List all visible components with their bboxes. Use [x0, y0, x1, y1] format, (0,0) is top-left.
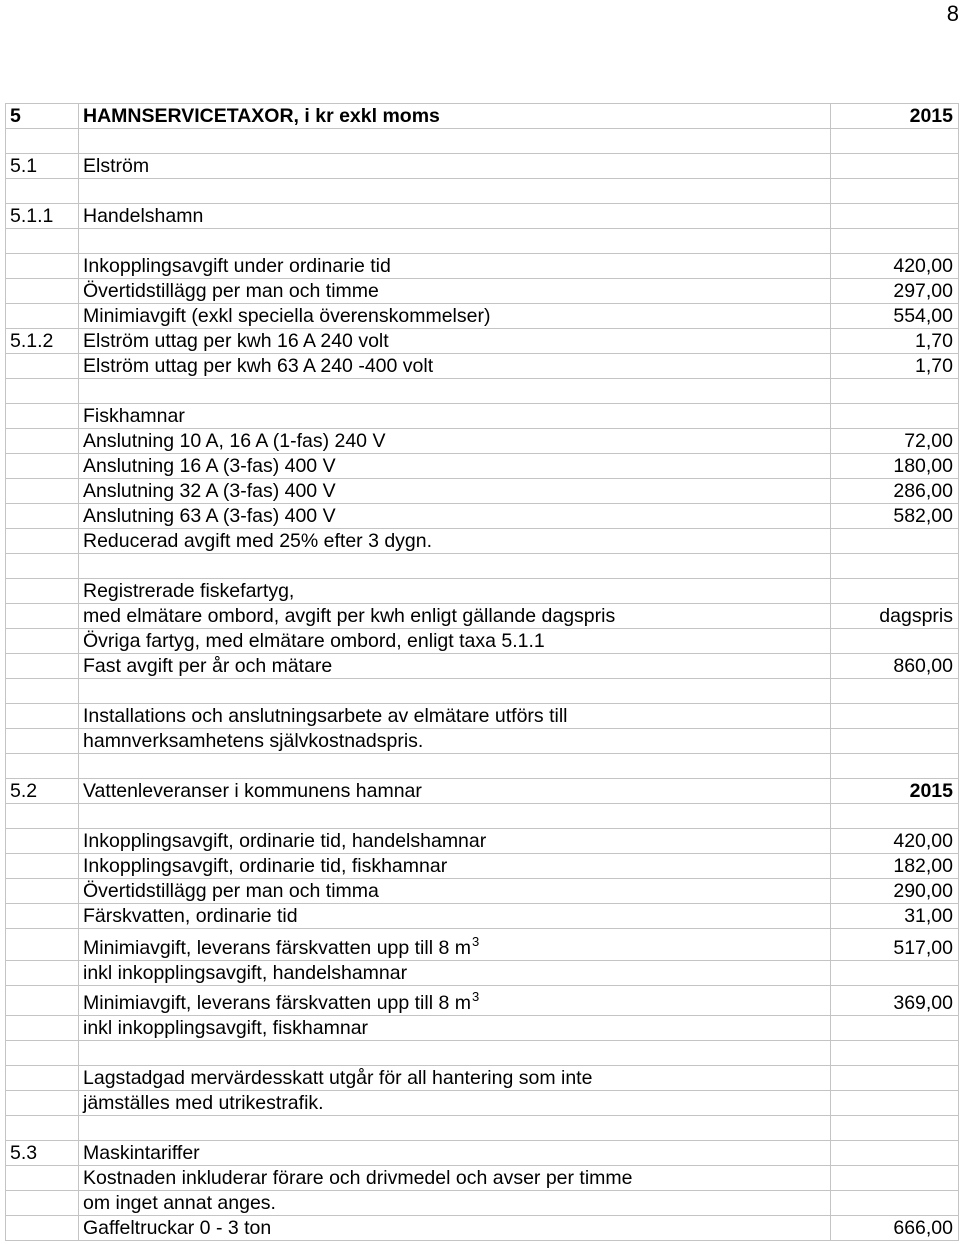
item-description: inkl inkopplingsavgift, handelshamnar: [79, 961, 831, 985]
empty-cell: [6, 1041, 79, 1065]
empty-cell: [831, 629, 959, 653]
item-price: 1,70: [831, 329, 959, 353]
table-row: [6, 1091, 959, 1116]
empty-cell: [6, 554, 79, 578]
description-text: Minimiavgift, leverans färskvatten upp till 8 m: [83, 937, 471, 959]
empty-cell: [6, 479, 79, 503]
empty-cell: [831, 961, 959, 985]
item-description: Färskvatten, ordinarie tid: [79, 904, 831, 928]
empty-row: [6, 804, 959, 829]
empty-cell: [79, 554, 831, 578]
table-row: [6, 629, 959, 654]
empty-cell: [831, 1116, 959, 1140]
empty-cell: [831, 1091, 959, 1115]
item-description: Registrerade fiskefartyg,: [79, 579, 831, 603]
table-row: [6, 529, 959, 554]
table-row: [6, 904, 959, 929]
empty-cell: [79, 379, 831, 403]
empty-cell: [831, 229, 959, 253]
item-note: Installations och anslutningsarbete av elmätare utförs till: [79, 704, 831, 728]
empty-row: [6, 229, 959, 254]
table-row: [6, 654, 959, 679]
empty-cell: [831, 1041, 959, 1065]
empty-cell: [831, 1016, 959, 1040]
empty-cell: [6, 1116, 79, 1140]
item-description: Elström uttag per kwh 63 A 240 -400 volt: [79, 354, 831, 378]
item-description: Övertidstillägg per man och timma: [79, 879, 831, 903]
table-row: [6, 879, 959, 904]
item-description: Anslutning 16 A (3-fas) 400 V: [79, 454, 831, 478]
item-price: 297,00: [831, 279, 959, 303]
table-row: [6, 579, 959, 604]
empty-row: [6, 179, 959, 204]
empty-row: [6, 379, 959, 404]
empty-cell: [6, 679, 79, 703]
price-year: 2015: [831, 104, 959, 128]
section-heading-row: [6, 779, 959, 804]
item-description: med elmätare ombord, avgift per kwh enligt gällande dagspris: [79, 604, 831, 628]
item-note: Kostnaden inkluderar förare och drivmedel och avser per timme: [79, 1166, 831, 1190]
item-description: Elström uttag per kwh 16 A 240 volt: [79, 329, 831, 353]
empty-cell: [6, 1016, 79, 1040]
empty-row: [6, 679, 959, 704]
empty-cell: [831, 804, 959, 828]
item-price: 1,70: [831, 354, 959, 378]
empty-cell: [6, 454, 79, 478]
item-note: Lagstadgad mervärdesskatt utgår för all hantering som inte: [79, 1066, 831, 1090]
empty-cell: [6, 429, 79, 453]
table-row: [6, 1166, 959, 1191]
table-row: [6, 1216, 959, 1241]
item-price: 517,00: [831, 929, 959, 960]
item-price: 31,00: [831, 904, 959, 928]
item-price: 286,00: [831, 479, 959, 503]
empty-cell: [6, 279, 79, 303]
price-year: 2015: [831, 779, 959, 803]
empty-row: [6, 129, 959, 154]
table-row: [6, 1066, 959, 1091]
section-heading-row: [6, 154, 959, 179]
item-price: 180,00: [831, 454, 959, 478]
table-row: [6, 504, 959, 529]
empty-cell: [6, 354, 79, 378]
empty-cell: [831, 379, 959, 403]
table-row: [6, 329, 959, 354]
empty-cell: [6, 1091, 79, 1115]
empty-cell: [79, 754, 831, 778]
table-row: [6, 829, 959, 854]
section-title: Maskintariffer: [79, 1141, 831, 1165]
tariff-table: [5, 103, 959, 1241]
item-description: Fast avgift per år och mätare: [79, 654, 831, 678]
empty-cell: [6, 404, 79, 428]
empty-cell: [6, 704, 79, 728]
section-heading-row: [6, 1141, 959, 1166]
table-row: [6, 961, 959, 986]
item-description: Övertidstillägg per man och timme: [79, 279, 831, 303]
empty-cell: [831, 679, 959, 703]
empty-cell: [831, 1191, 959, 1215]
empty-cell: [6, 629, 79, 653]
empty-cell: [6, 529, 79, 553]
item-note: hamnverksamhetens självkostnadspris.: [79, 729, 831, 753]
empty-cell: [6, 1216, 79, 1240]
empty-cell: [6, 654, 79, 678]
empty-cell: [6, 379, 79, 403]
section-heading-row: [6, 204, 959, 229]
item-description: [79, 986, 831, 1015]
section-title: Elström: [79, 154, 831, 178]
empty-cell: [831, 729, 959, 753]
item-price: 182,00: [831, 854, 959, 878]
empty-cell: [6, 1191, 79, 1215]
table-row: [6, 604, 959, 629]
subsection-title: Fiskhamnar: [79, 404, 831, 428]
empty-cell: [6, 754, 79, 778]
empty-cell: [6, 986, 79, 1015]
empty-cell: [6, 879, 79, 903]
item-description: Anslutning 32 A (3-fas) 400 V: [79, 479, 831, 503]
empty-cell: [831, 129, 959, 153]
empty-cell: [831, 1141, 959, 1165]
table-row: [6, 254, 959, 279]
section-title: Vattenleveranser i kommunens hamnar: [79, 779, 831, 803]
section-number: 5.3: [6, 1141, 79, 1165]
section-number: 5.2: [6, 779, 79, 803]
table-row: [6, 304, 959, 329]
table-row: [6, 1016, 959, 1041]
empty-cell: [79, 229, 831, 253]
empty-cell: [6, 129, 79, 153]
empty-cell: [79, 679, 831, 703]
item-description: [79, 929, 831, 960]
table-row: [6, 279, 959, 304]
item-description: Gaffeltruckar 0 - 3 ton: [79, 1216, 831, 1240]
empty-cell: [831, 204, 959, 228]
empty-cell: [6, 304, 79, 328]
table-row: [6, 1191, 959, 1216]
section-title: HAMNSERVICETAXOR, i kr exkl moms: [79, 104, 831, 128]
item-price: 582,00: [831, 504, 959, 528]
item-description: Övriga fartyg, med elmätare ombord, enligt taxa 5.1.1: [79, 629, 831, 653]
section-heading-row: [6, 104, 959, 129]
item-price: 72,00: [831, 429, 959, 453]
item-note: Reducerad avgift med 25% efter 3 dygn.: [79, 529, 831, 553]
empty-cell: [6, 929, 79, 960]
empty-cell: [831, 704, 959, 728]
item-note: jämställes med utrikestrafik.: [79, 1091, 831, 1115]
item-description: Inkopplingsavgift under ordinarie tid: [79, 254, 831, 278]
empty-cell: [79, 129, 831, 153]
section-number: 5.1.1: [6, 204, 79, 228]
empty-cell: [6, 729, 79, 753]
page-number: 8: [946, 1, 959, 26]
item-price: 420,00: [831, 254, 959, 278]
item-price: dagspris: [831, 604, 959, 628]
table-row: [6, 454, 959, 479]
empty-cell: [831, 754, 959, 778]
item-price: 290,00: [831, 879, 959, 903]
table-row: [6, 929, 959, 961]
cubic-superscript: 3: [471, 934, 480, 949]
table-row: [6, 429, 959, 454]
empty-row: [6, 1041, 959, 1066]
empty-cell: [6, 1066, 79, 1090]
description-text: Minimiavgift, leverans färskvatten upp till 8 m: [83, 992, 471, 1014]
item-description: Minimiavgift (exkl speciella överenskommelser): [79, 304, 831, 328]
table-row: [6, 854, 959, 879]
empty-cell: [831, 404, 959, 428]
empty-cell: [831, 1066, 959, 1090]
table-row: [6, 354, 959, 379]
cubic-superscript: 3: [471, 989, 480, 1004]
section-number: 5.1.2: [6, 329, 79, 353]
empty-cell: [831, 529, 959, 553]
empty-cell: [79, 804, 831, 828]
item-price: 369,00: [831, 986, 959, 1015]
empty-cell: [831, 154, 959, 178]
table-row: [6, 729, 959, 754]
section-title: Handelshamn: [79, 204, 831, 228]
item-price: 860,00: [831, 654, 959, 678]
item-description: inkl inkopplingsavgift, fiskhamnar: [79, 1016, 831, 1040]
table-row: [6, 704, 959, 729]
empty-row: [6, 554, 959, 579]
empty-cell: [6, 854, 79, 878]
empty-cell: [6, 1166, 79, 1190]
item-description: Anslutning 10 A, 16 A (1-fas) 240 V: [79, 429, 831, 453]
item-description: Inkopplingsavgift, ordinarie tid, handelshamnar: [79, 829, 831, 853]
table-row: [6, 404, 959, 429]
table-row: [6, 479, 959, 504]
section-number: 5.1: [6, 154, 79, 178]
empty-cell: [6, 804, 79, 828]
section-number: 5: [6, 104, 79, 128]
empty-cell: [79, 1116, 831, 1140]
empty-cell: [6, 504, 79, 528]
empty-cell: [6, 961, 79, 985]
item-description: Anslutning 63 A (3-fas) 400 V: [79, 504, 831, 528]
empty-cell: [79, 1041, 831, 1065]
item-price: 420,00: [831, 829, 959, 853]
empty-cell: [831, 554, 959, 578]
empty-row: [6, 754, 959, 779]
empty-cell: [6, 254, 79, 278]
empty-cell: [831, 579, 959, 603]
empty-cell: [6, 229, 79, 253]
empty-cell: [79, 179, 831, 203]
item-description: Inkopplingsavgift, ordinarie tid, fiskhamnar: [79, 854, 831, 878]
empty-row: [6, 1116, 959, 1141]
empty-cell: [831, 1166, 959, 1190]
empty-cell: [6, 179, 79, 203]
empty-cell: [831, 179, 959, 203]
empty-cell: [6, 579, 79, 603]
item-note: om inget annat anges.: [79, 1191, 831, 1215]
empty-cell: [6, 904, 79, 928]
empty-cell: [6, 604, 79, 628]
table-row: [6, 986, 959, 1016]
empty-cell: [6, 829, 79, 853]
item-price: 554,00: [831, 304, 959, 328]
item-price: 666,00: [831, 1216, 959, 1240]
